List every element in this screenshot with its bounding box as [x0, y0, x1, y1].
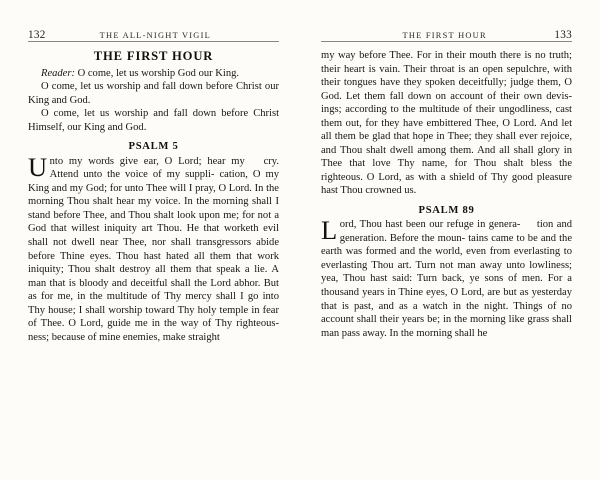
psalm-5-line-2: cry. Attend unto the voice of my suppli-	[49, 155, 279, 181]
paragraph-reader-invitatory	[28, 67, 279, 81]
right-page	[300, 26, 600, 480]
drop-cap-l: L	[321, 215, 338, 246]
right-running-head	[321, 26, 572, 42]
psalm-title-5: PSALM 5	[128, 141, 179, 153]
reader-text: O come, let us worship God our King.	[74, 67, 240, 79]
right-running-head-title: THE FIRST HOUR	[402, 31, 487, 41]
left-running-head	[28, 26, 279, 42]
right-folio: 133	[554, 28, 572, 41]
left-folio: 132	[28, 28, 46, 41]
psalm-5-line-1: nto my words give ear, O Lord; hear my	[49, 155, 245, 167]
psalm-89-line-1: ord, Thou hast been our refuge in genera-	[339, 219, 521, 231]
psalm-5-remainder: cation, O my King and my God; for unto Thee will I pray, O Lord. In the morning Thou shalt hear my voice. In the morning shall I stand before Thee, and Thou shalt look upon me; for not a God that willest iniquity art Thou. He that worketh evil shall not dwell near Thee, nor shall transgressors abide before Thine eyes. Thou hast hated all them that work iniquity; Thou shalt destroy all them that speak a lie. A man that is bloody and deceitful shall the Lord abhor. But as for me, in the multitude of Thy mercy shall I go into Thy house; I shall worship toward Thy holy temple in fear of Thee. O Lord, guide me in the way of Thy righteousness; because of mine enemies, make straight	[28, 169, 279, 343]
reader-label: Reader:	[41, 67, 75, 79]
left-running-head-title: THE ALL-NIGHT VIGIL	[99, 31, 212, 41]
psalm-5-body	[28, 151, 279, 345]
psalm-89-line-2: tion and generation. Before the moun-	[339, 219, 572, 244]
psalm-89-body	[321, 215, 573, 340]
drop-cap-u: U	[28, 151, 48, 182]
left-page	[0, 26, 300, 480]
psalm-5-continuation: my way before Thee. For in their mouth there is no truth; their heart is vain. Their throat is an open sepulchre, with their tongues have they spoken deceitfully; judge them, O God. Let them fall down on account of their own devisings; according to the multitude of their ungodliness, cast them out, for they have embittered Thee, O Lord. And let all them be glad that hope in Thee; they shall ever rejoice, and Thou shalt dwell among them. And all shall glory in Thee that love Thy name, for Thou shalt bless the righteous. O Lord, as with a shield of Thy good pleasure hast Thou crowned us.	[321, 50, 572, 197]
section-title-first-hour: THE FIRST HOUR	[93, 49, 214, 63]
paragraph-come-let-us-worship-2: O come, let us worship and fall down before Christ Himself, our King and God.	[28, 108, 279, 133]
psalm-title-89: PSALM 89	[418, 205, 475, 217]
paragraph-come-let-us-worship-1: O come, let us worship and fall down before Christ our King and God.	[28, 81, 279, 106]
psalm-89-remainder: tains came to be and the earth was formed and the world, even from everlasting to everlasting Thou art. Turn not man away unto lowliness; yea, Thou hast said: Turn back, ye sons of men. For a thousand years in Thine eyes, O Lord, are but as yesterday that is past, and as a watch in the night. Things of no account shall their years be; in the morning like grass shall man pass away. In the morning shall he	[321, 232, 573, 339]
